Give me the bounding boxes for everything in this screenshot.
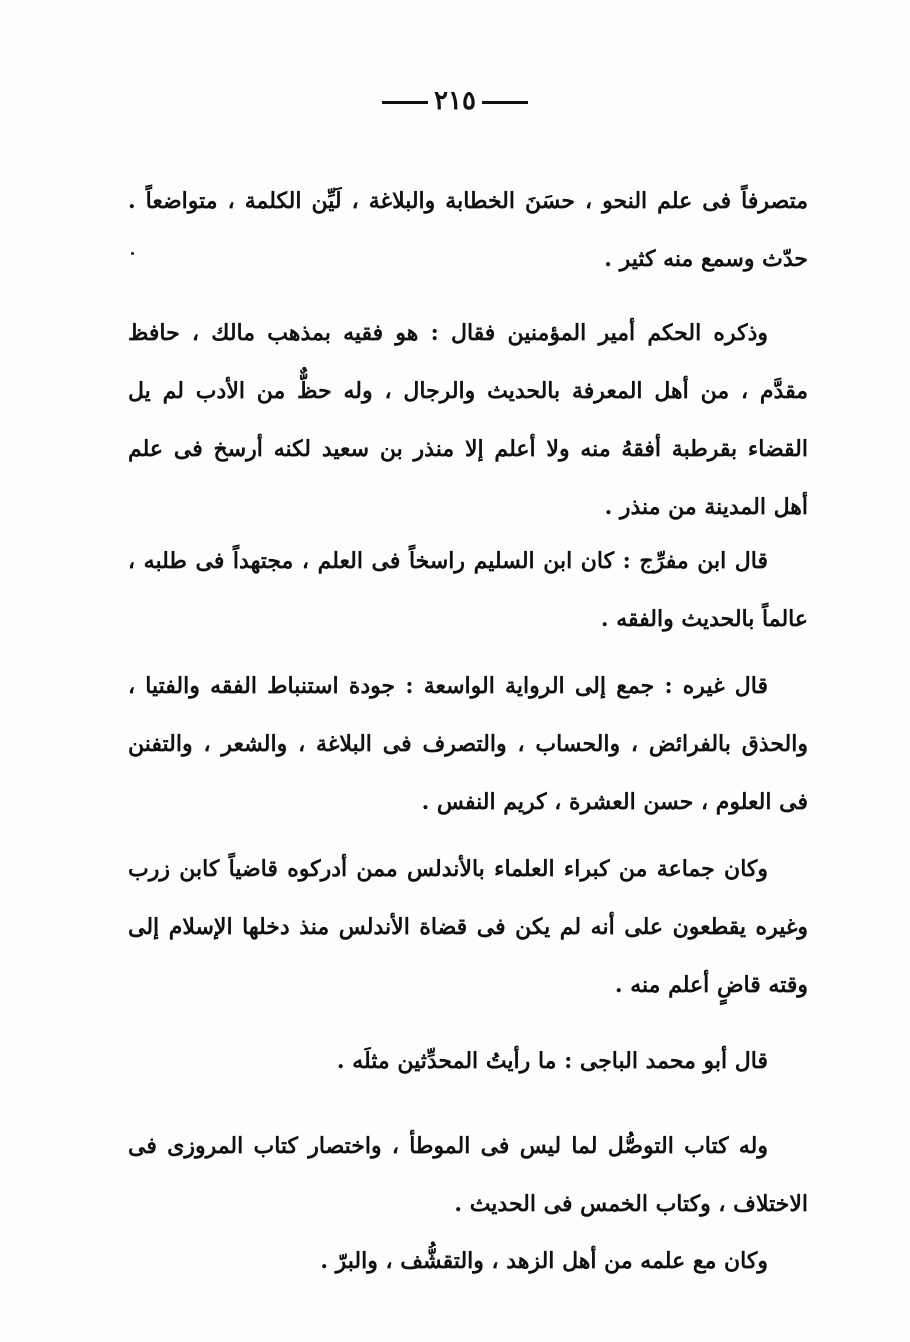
paragraph-7: وله كتاب التوصُّل لما ليس فى الموطأ ، واختصار كتاب المروزى فى الاختلاف ، وكتاب الخمس فى الحديث .	[128, 1133, 808, 1217]
paragraph-5: وكان جماعة من كبراء العلماء بالأندلس ممن أدركوه قاضياً كابن زرب وغيره يقطعون على أنه لم يكن فى قضاة الأندلس منذ دخلها الإسلام إلى وقته قاضٍ أعلم منه .	[128, 856, 808, 998]
paragraph-6: قال أبو محمد الباجى : ما رأيتُ المحدِّثين مثلَه .	[336, 1048, 768, 1074]
page-number-dash-right	[482, 101, 528, 104]
paragraph-8: وكان مع علمه من أهل الزهد ، والتقشُّف ، والبرّ .	[320, 1248, 768, 1274]
page-number-dash-left	[382, 101, 428, 104]
paragraph-4: قال غيره : جمع إلى الرواية الواسعة : جودة استنباط الفقه والفتيا ، والحذق بالفرائض ، والحساب ، والتصرف فى البلاغة ، والشعر ، والتفنن فى العلوم ، حسن العشرة ، كريم النفس .	[128, 673, 808, 815]
paragraph-3: قال ابن مفرِّج : كان ابن السليم راسخاً فى العلم ، مجتهداً فى طلبه ، عالماً بالحديث والفقه .	[128, 548, 808, 632]
paragraph-2: وذكره الحكم أمير المؤمنين فقال : هو فقيه بمذهب مالك ، حافظ مقدَّم ، من أهل المعرفة بالحديث والرجال ، وله حظٌّ من الأدب لم يل القضاء بقرطبة أفقهُ منه ولا أعلم إلا منذر بن سعيد لكنه أرسخ فى علم أهل المدينة من منذر .	[128, 320, 808, 520]
print-speck	[131, 252, 134, 255]
paragraph-1: متصرفاً فى علم النحو ، حسَنَ الخطابة والبلاغة ، لَيِّن الكلمة ، متواضعاً . حدّث وسمع منه كثير .	[128, 188, 808, 272]
page-number	[0, 86, 910, 116]
page-number-text: ٢١٥	[434, 86, 476, 116]
